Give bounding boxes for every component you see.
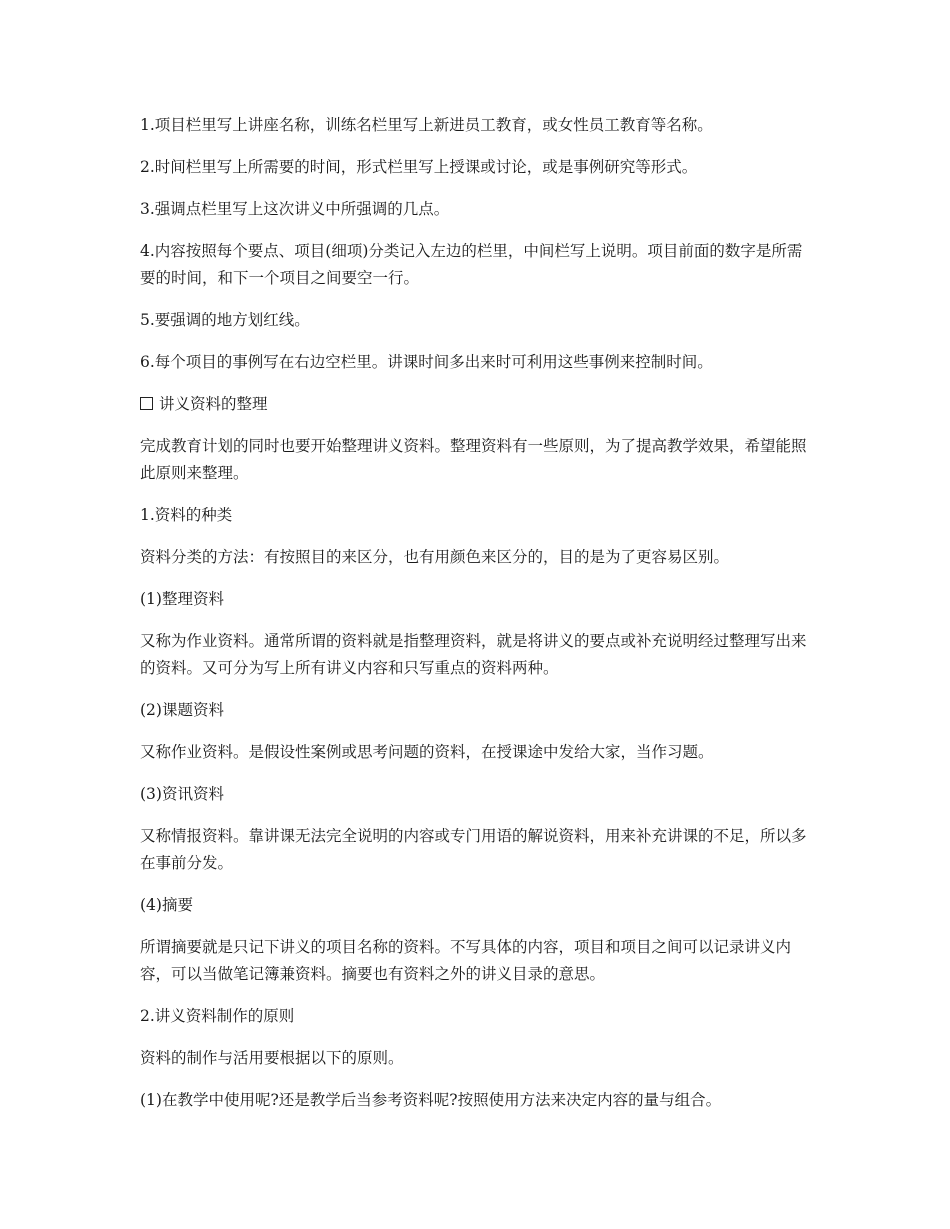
checkbox-icon: [140, 397, 153, 410]
section-heading-material-organization: [140, 391, 815, 418]
paragraph-organized-material: 又称为作业资料。通常所谓的资料就是指整理资料，就是将讲义的要点或补充说明经过整理写出来的资料。又可分为写上所有讲义内容和只写重点的资料两种。: [140, 632, 807, 677]
subheading-info-material: (3)资讯资料: [140, 785, 224, 803]
paragraph-item-5: 5.要强调的地方划红线。: [140, 311, 310, 329]
subheading-material-types: 1.资料的种类: [140, 506, 233, 524]
paragraph-item-6: 6.每个项目的事例写在右边空栏里。讲课时间多出来时可利用这些事例来控制时间。: [140, 353, 713, 371]
paragraph-topic-material: 又称作业资料。是假设性案例或思考问题的资料，在授课途中发给大家，当作习题。: [140, 743, 714, 761]
document-body: [140, 112, 815, 1129]
subheading-organized-material: (1)整理资料: [140, 590, 224, 608]
subheading-principles: 2.讲义资料制作的原则: [140, 1007, 295, 1025]
subheading-summary: (4)摘要: [140, 896, 193, 914]
section-heading-text: 讲义资料的整理: [159, 395, 268, 413]
paragraph-info-material: 又称情报资料。靠讲课无法完全说明的内容或专门用语的解说资料，用来补充讲课的不足，所以多在事前分发。: [140, 827, 807, 872]
paragraph-classification: 资料分类的方法：有按照目的来区分，也有用颜色来区分的，目的是为了更容易区别。: [140, 548, 730, 566]
paragraph-item-4: 4.内容按照每个要点、项目(细项)分类记入左边的栏里，中间栏写上说明。项目前面的数字是所需要的时间，和下一个项目之间要空一行。: [140, 242, 803, 287]
paragraph-summary: 所谓摘要就是只记下讲义的项目名称的资料。不写具体的内容，项目和项目之间可以记录讲义内容，可以当做笔记簿兼资料。摘要也有资料之外的讲义目录的意思。: [140, 938, 792, 983]
paragraph-item-3: 3.强调点栏里写上这次讲义中所强调的几点。: [140, 200, 450, 218]
paragraph-item-1: 1.项目栏里写上讲座名称，训练名栏里写上新进员工教育，或女性员工教育等名称。: [140, 116, 713, 134]
paragraph-item-2: 2.时间栏里写上所需要的时间，形式栏里写上授课或讨论，或是事例研究等形式。: [140, 158, 698, 176]
subheading-topic-material: (2)课题资料: [140, 701, 224, 719]
intro-paragraph: 完成教育计划的同时也要开始整理讲义资料。整理资料有一些原则，为了提高教学效果，希望能照此原则来整理。: [140, 437, 807, 482]
paragraph-principle-1: (1)在教学中使用呢?还是教学后当参考资料呢?按照使用方法来决定内容的量与组合。: [140, 1091, 722, 1109]
paragraph-principles-intro: 资料的制作与活用要根据以下的原则。: [140, 1049, 404, 1067]
